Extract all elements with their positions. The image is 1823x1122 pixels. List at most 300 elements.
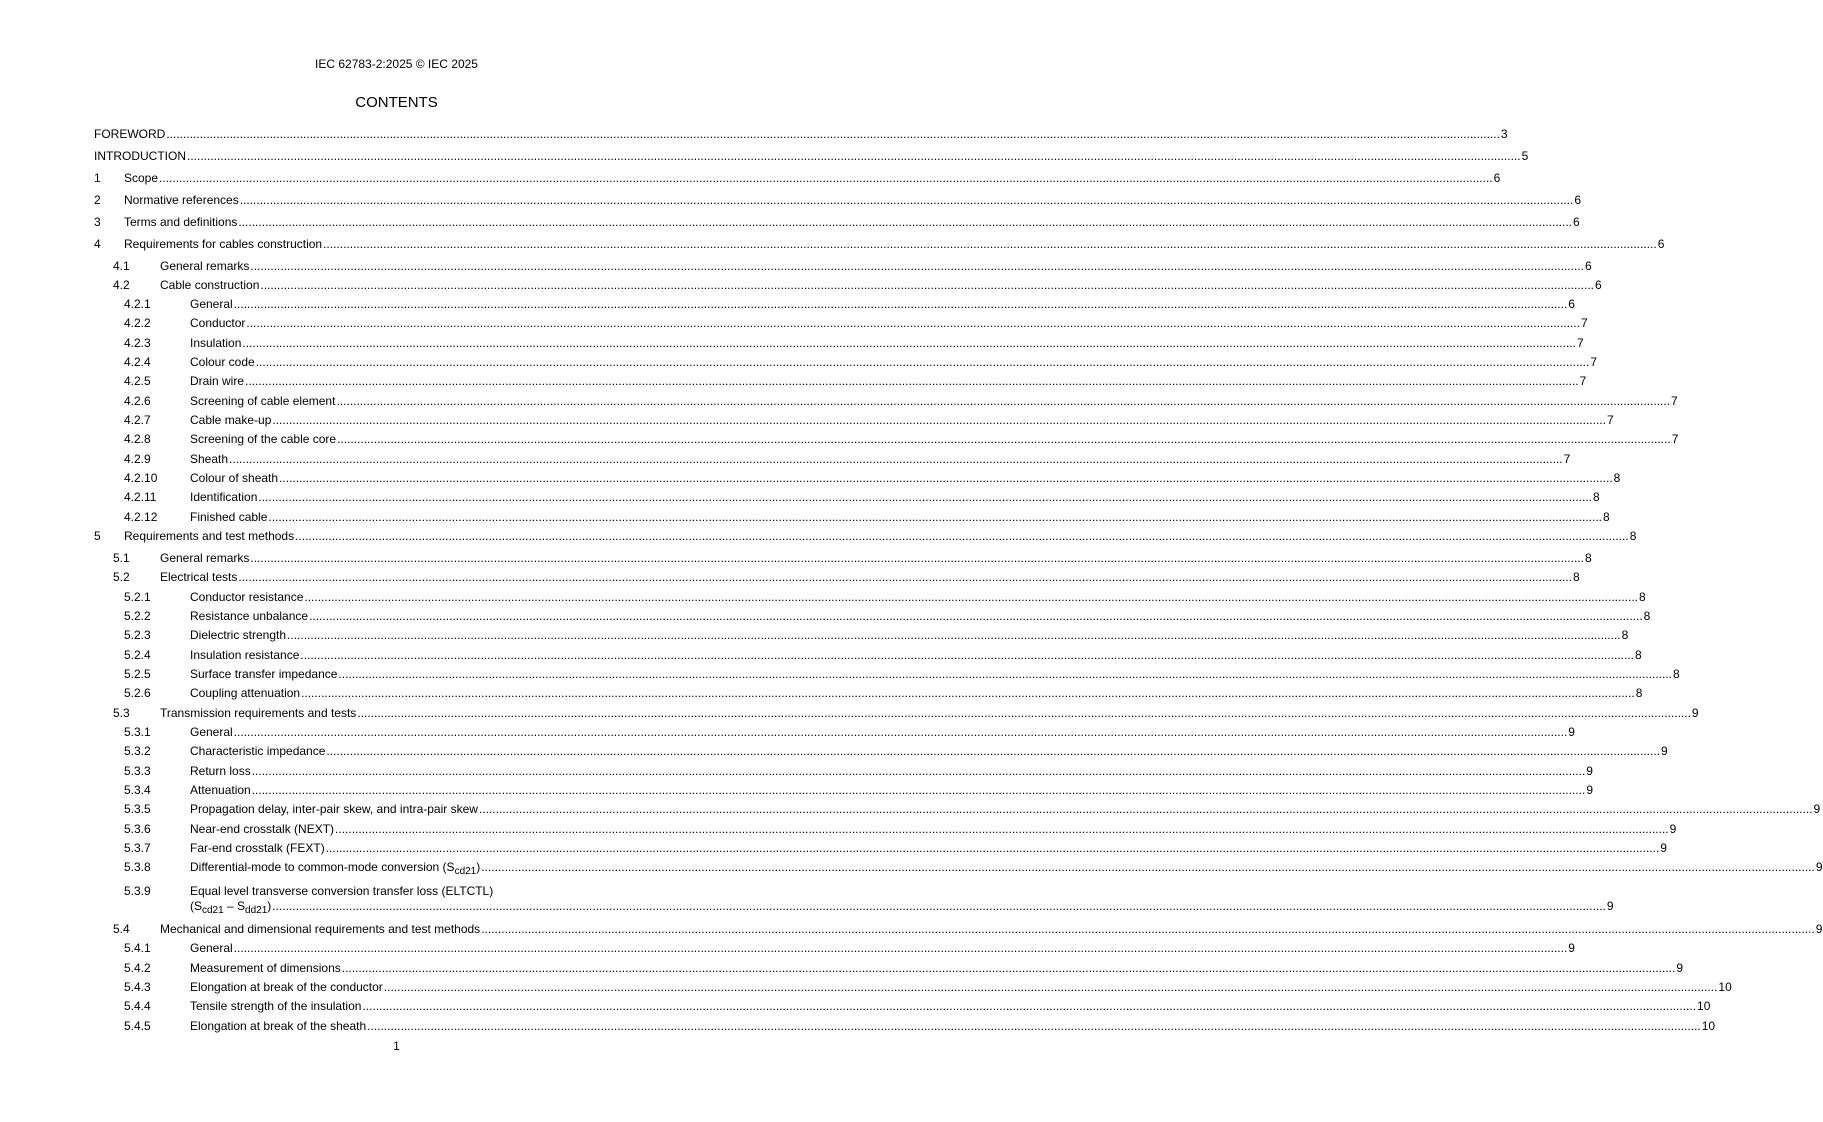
toc-entry-leader-line	[160, 551, 1592, 566]
toc-entry[interactable]	[0, 590, 1646, 605]
page-number: 1	[393, 1039, 400, 1053]
toc-entry-number: 4	[94, 237, 101, 251]
toc-entry-page: 6	[1568, 297, 1575, 311]
toc-entry[interactable]	[0, 490, 1600, 505]
toc-entry-page: 10	[1697, 999, 1711, 1013]
title-part: Screening of cable element	[190, 394, 336, 408]
toc-entry[interactable]	[0, 725, 1575, 740]
toc-entry-leader-line	[160, 278, 1602, 293]
toc-entry-number: 4.2.3	[124, 336, 151, 350]
dot-leader: ................................................................................................................................................................................................................................................................................................................................................................................................................	[279, 471, 1613, 485]
toc-entry-page: 6	[1657, 237, 1665, 251]
toc-entry-title	[190, 413, 271, 428]
toc-entry-title	[190, 374, 244, 389]
toc-entry[interactable]	[0, 922, 1823, 937]
toc-entry[interactable]	[0, 941, 1575, 956]
toc-entry[interactable]	[0, 529, 1637, 544]
dot-leader: ................................................................................................................................................................................................................................................................................................................................................................................................................	[260, 278, 1594, 292]
toc-entry[interactable]	[0, 667, 1680, 682]
toc-entry-leader-line	[190, 609, 1651, 624]
title-part: Colour of sheath	[190, 471, 279, 485]
toc-entry-title	[124, 171, 158, 186]
toc-entry-leader-line	[190, 297, 1575, 312]
toc-entry-title	[190, 667, 337, 682]
toc-entry-title	[190, 355, 255, 370]
dot-leader: ................................................................................................................................................................................................................................................................................................................................................................................................................	[187, 149, 1521, 163]
toc-entry[interactable]	[0, 510, 1610, 525]
title-part: General remarks	[160, 259, 250, 273]
toc-entry-title	[190, 628, 286, 643]
toc-entry-number: 4.2.4	[124, 355, 151, 369]
toc-entry-leader-line	[190, 355, 1597, 370]
toc-entry-title	[124, 237, 322, 252]
toc-entry-page: 3	[1500, 127, 1508, 141]
dot-leader: ................................................................................................................................................................................................................................................................................................................................................................................................................	[336, 394, 1671, 408]
title-part: Resistance unbalance	[190, 609, 309, 623]
dot-leader: ................................................................................................................................................................................................................................................................................................................................................................................................................	[233, 941, 1568, 955]
dot-leader: ................................................................................................................................................................................................................................................................................................................................................................................................................	[239, 193, 1574, 207]
toc-entry-title	[190, 822, 334, 837]
title-part: General	[190, 725, 233, 739]
toc-entry[interactable]	[0, 860, 1823, 877]
dot-leader: ................................................................................................................................................................................................................................................................................................................................................................................................................	[166, 127, 1500, 141]
toc-entry-page: 9	[1568, 725, 1575, 739]
toc-entry-page: 7	[1576, 336, 1584, 350]
title-part: Drain wire	[190, 374, 245, 388]
toc-entry[interactable]	[0, 316, 1588, 331]
dot-leader: ................................................................................................................................................................................................................................................................................................................................................................................................................	[251, 764, 1586, 778]
toc-entry-leader-line	[94, 127, 1508, 142]
toc-entry-number: 5.2.3	[124, 628, 151, 642]
toc-entry-leader-line	[190, 999, 1711, 1014]
toc-entry-leader-line	[94, 149, 1529, 164]
toc-entry-page: 8	[1621, 628, 1629, 642]
dot-leader: ................................................................................................................................................................................................................................................................................................................................................................................................................	[326, 744, 1660, 758]
title-part: Mechanical and dimensional requirements and test methods	[160, 922, 481, 936]
toc-entry[interactable]	[0, 802, 1821, 817]
toc-entry-title	[190, 725, 233, 740]
toc-entry[interactable]	[0, 278, 1602, 293]
toc-entry-page: 10	[1701, 1019, 1716, 1033]
toc-entry-leader-line	[190, 783, 1593, 798]
dot-leader: ................................................................................................................................................................................................................................................................................................................................................................................................................	[251, 783, 1586, 797]
dot-leader: ................................................................................................................................................................................................................................................................................................................................................................................................................	[272, 413, 1606, 427]
toc-entry-page: 8	[1602, 510, 1610, 524]
dot-leader: ................................................................................................................................................................................................................................................................................................................................................................................................................	[238, 215, 1572, 229]
toc-entry-leader-line	[160, 570, 1580, 585]
toc-entry-page: 9	[1813, 802, 1821, 816]
toc-entry-title	[160, 278, 259, 293]
title-part: Coupling attenuation	[190, 686, 301, 700]
title-part: Elongation at break of the conductor	[190, 980, 383, 994]
toc-entry-page: 9	[1676, 961, 1684, 975]
toc-entry-number: 5.3	[113, 706, 130, 720]
toc-entry-number: 5.4	[113, 922, 130, 936]
dot-leader: ................................................................................................................................................................................................................................................................................................................................................................................................................	[268, 510, 1602, 524]
toc-entry-number: 5.2	[113, 570, 130, 584]
toc-entry-number: 5.4.1	[124, 941, 151, 955]
dot-leader: ................................................................................................................................................................................................................................................................................................................................................................................................................	[478, 802, 1813, 816]
toc-entry-leader-line	[190, 490, 1600, 505]
toc-entry-number: 5.2.1	[124, 590, 151, 604]
toc-entry-page: 8	[1584, 551, 1592, 565]
title-part: Near-end crosstalk (NEXT)	[190, 822, 335, 836]
toc-entry-page: 8	[1635, 648, 1642, 662]
toc-entry[interactable]	[0, 980, 1732, 995]
toc-entry-title	[124, 193, 239, 208]
toc-entry[interactable]	[0, 783, 1593, 798]
dot-leader: ................................................................................................................................................................................................................................................................................................................................................................................................................	[295, 529, 1629, 543]
toc-entry-leader-line	[190, 471, 1621, 486]
toc-entry-title	[190, 999, 361, 1014]
toc-entry[interactable]	[0, 259, 1592, 274]
toc-entry-leader-line	[190, 899, 1614, 916]
toc-entry-title	[190, 1019, 366, 1034]
toc-entry-page: 7	[1671, 394, 1678, 408]
toc-entry-title	[160, 570, 237, 585]
toc-entry-title	[190, 590, 303, 605]
toc-entry-number: 5.4.3	[124, 980, 151, 994]
toc-entry-number: 5.2.5	[124, 667, 151, 681]
toc-entry-leader-line	[190, 744, 1668, 759]
toc-entry-number: 4.2.10	[124, 471, 158, 485]
dot-leader: ................................................................................................................................................................................................................................................................................................................................................................................................................	[287, 628, 1621, 642]
title-part: INTRODUCTION	[94, 149, 186, 163]
dot-leader: ................................................................................................................................................................................................................................................................................................................................................................................................................	[246, 316, 1580, 330]
subscript: dd21	[245, 905, 268, 916]
title-part: Measurement of dimensions	[190, 961, 341, 975]
title-part: Requirements for cables construction	[124, 237, 323, 251]
toc-entry-number: 4.1	[113, 259, 130, 273]
toc-entry[interactable]	[0, 628, 1629, 643]
toc-entry-number: 5.2.4	[124, 648, 151, 662]
toc-entry-title	[94, 149, 186, 164]
toc-entry-page: 7	[1671, 432, 1679, 446]
toc-entry-page: 8	[1592, 490, 1600, 504]
toc-entry[interactable]	[0, 471, 1621, 486]
toc-entry-number: 5.4.5	[124, 1019, 151, 1033]
toc-entry-leader-line	[190, 841, 1667, 856]
toc-entry[interactable]	[0, 822, 1677, 837]
dot-leader: ................................................................................................................................................................................................................................................................................................................................................................................................................	[242, 336, 1576, 350]
toc-entry-title	[160, 706, 356, 721]
dot-leader: ................................................................................................................................................................................................................................................................................................................................................................................................................	[159, 171, 1493, 185]
title-part: Requirements and test methods	[124, 529, 295, 543]
toc-entry-leader-line	[190, 628, 1629, 643]
toc-entry-page: 7	[1563, 452, 1571, 466]
toc-entry-page: 9	[1586, 783, 1593, 797]
toc-entry-title	[190, 336, 241, 351]
subscript: cd21	[202, 905, 224, 916]
toc-entry[interactable]	[0, 452, 1571, 467]
toc-entry-number: 5.3.8	[124, 860, 151, 874]
toc-entry[interactable]	[0, 999, 1711, 1014]
toc-entry[interactable]	[0, 237, 1665, 252]
dot-leader: ................................................................................................................................................................................................................................................................................................................................................................................................................	[272, 899, 1606, 913]
toc-entry-number: 2	[94, 193, 101, 207]
toc-entry-title	[124, 529, 294, 544]
toc-entry-title	[190, 471, 278, 486]
title-part: Electrical tests	[160, 570, 238, 584]
toc-entry-number: 4.2.7	[124, 413, 151, 427]
toc-entry[interactable]	[0, 570, 1580, 585]
toc-entry-number: 4.2.8	[124, 432, 151, 446]
toc-entry-number: 5.4.2	[124, 961, 151, 975]
title-part: Return loss	[190, 764, 251, 778]
toc-entry-number: 5.2.6	[124, 686, 151, 700]
dot-leader: ................................................................................................................................................................................................................................................................................................................................................................................................................	[250, 259, 1584, 273]
toc-entry-number: 4.2.2	[124, 316, 151, 330]
toc-entry-leader-line	[190, 725, 1575, 740]
dot-leader: ................................................................................................................................................................................................................................................................................................................................................................................................................	[323, 237, 1657, 251]
title-part: Differential-mode to common-mode conversion (S	[190, 860, 455, 874]
toc-entry-number: 4.2.1	[124, 297, 151, 311]
title-part: )	[476, 860, 481, 874]
toc-entry-number: 5.3.7	[124, 841, 151, 855]
dot-leader: ................................................................................................................................................................................................................................................................................................................................................................................................................	[338, 667, 1673, 681]
title-part: General	[190, 297, 233, 311]
toc-entry-number: 5.1	[113, 551, 130, 565]
toc-entry-leader-line	[190, 941, 1575, 956]
dot-leader: ................................................................................................................................................................................................................................................................................................................................................................................................................	[233, 725, 1568, 739]
toc-entry[interactable]	[0, 648, 1642, 663]
title-part: Surface transfer impedance	[190, 667, 338, 681]
title-part: General remarks	[160, 551, 250, 565]
toc-entry-page: 9	[1661, 744, 1668, 758]
toc-entry-leader-line	[190, 316, 1588, 331]
toc-entry-number: 5.4.4	[124, 999, 151, 1013]
title-part: Elongation at break of the sheath	[190, 1019, 367, 1033]
toc-entry-page: 9	[1568, 941, 1575, 955]
toc-entry-page: 8	[1572, 570, 1580, 584]
toc-entry-page: 6	[1572, 215, 1580, 229]
toc-entry-leader-line	[190, 336, 1584, 351]
dot-leader: ................................................................................................................................................................................................................................................................................................................................................................................................................	[362, 999, 1697, 1013]
toc-entry-title	[190, 899, 271, 914]
toc-entry-leader-line	[190, 394, 1678, 409]
toc-entry-page: 9	[1606, 899, 1614, 913]
toc-entry[interactable]	[0, 686, 1643, 701]
toc-entry-title	[190, 783, 251, 798]
dot-leader: ................................................................................................................................................................................................................................................................................................................................................................................................................	[245, 374, 1579, 388]
toc-entry-leader-line	[190, 452, 1571, 467]
title-part: Insulation resistance	[190, 648, 300, 662]
title-part: Transmission requirements and tests	[160, 706, 357, 720]
dot-leader: ................................................................................................................................................................................................................................................................................................................................................................................................................	[481, 860, 1815, 874]
toc-entry[interactable]	[0, 764, 1593, 779]
title-part: Identification	[190, 490, 258, 504]
toc-entry-leader-line	[190, 667, 1680, 682]
title-part: FOREWORD	[94, 127, 166, 141]
title-part: Characteristic impedance	[190, 744, 326, 758]
dot-leader: ................................................................................................................................................................................................................................................................................................................................................................................................................	[229, 452, 1563, 466]
dot-leader: ................................................................................................................................................................................................................................................................................................................................................................................................................	[255, 355, 1590, 369]
toc-entry-leader-line	[124, 237, 1665, 252]
toc-entry[interactable]	[0, 355, 1597, 370]
toc-entry-title	[190, 316, 245, 331]
toc-entry-leader-line	[190, 802, 1821, 817]
toc-entry[interactable]	[0, 706, 1699, 721]
toc-entry-number: 5.3.4	[124, 783, 151, 797]
toc-entry-leader-line	[190, 764, 1593, 779]
title-part: Finished cable	[190, 510, 268, 524]
toc-entry-title	[190, 648, 299, 663]
toc-entry-title	[190, 980, 383, 995]
toc-entry-number: 5.3.6	[124, 822, 151, 836]
toc-entry[interactable]	[0, 432, 1679, 447]
dot-leader: ................................................................................................................................................................................................................................................................................................................................................................................................................	[367, 1019, 1701, 1033]
subscript: cd21	[454, 866, 477, 877]
toc-entry-title	[190, 802, 478, 817]
title-part: Terms and definitions	[124, 215, 238, 229]
dot-leader: ................................................................................................................................................................................................................................................................................................................................................................................................................	[341, 961, 1676, 975]
title-part: Tensile strength of the insulation	[190, 999, 362, 1013]
toc-entry[interactable]	[0, 215, 1580, 230]
toc-entry[interactable]	[0, 374, 1587, 389]
toc-entry-number: 5.3.5	[124, 802, 151, 816]
dot-leader: ................................................................................................................................................................................................................................................................................................................................................................................................................	[337, 432, 1671, 446]
toc-entry-leader-line	[190, 432, 1679, 447]
title-part: Insulation	[190, 336, 242, 350]
toc-entry[interactable]	[0, 744, 1668, 759]
title-part: Conductor	[190, 316, 246, 330]
dot-leader: ................................................................................................................................................................................................................................................................................................................................................................................................................	[325, 841, 1660, 855]
toc-entry[interactable]	[0, 297, 1575, 312]
dot-leader: ................................................................................................................................................................................................................................................................................................................................................................................................................	[383, 980, 1718, 994]
toc-entry-leader-line	[190, 374, 1587, 389]
toc-entry[interactable]	[0, 884, 1614, 916]
title-part: )	[267, 899, 272, 913]
dot-leader: ................................................................................................................................................................................................................................................................................................................................................................................................................	[304, 590, 1638, 604]
dot-leader: ................................................................................................................................................................................................................................................................................................................................................................................................................	[309, 609, 1643, 623]
toc-entry-page: 8	[1613, 471, 1621, 485]
toc-entry-leader-line	[190, 822, 1677, 837]
title-part: (S	[190, 899, 202, 913]
toc-entry-number: 5.3.3	[124, 764, 151, 778]
toc-entry-number: 3	[94, 215, 101, 229]
toc-entry-number: 4.2.5	[124, 374, 151, 388]
toc-entry-leader-line	[190, 686, 1643, 701]
dot-leader: ................................................................................................................................................................................................................................................................................................................................................................................................................	[300, 648, 1634, 662]
toc-entry-number: 4.2.6	[124, 394, 151, 408]
title-part: Cable make-up	[190, 413, 272, 427]
title-part: Far-end crosstalk (FEXT)	[190, 841, 325, 855]
toc-entry[interactable]	[0, 336, 1584, 351]
title-part: Dielectric strength	[190, 628, 287, 642]
toc-entry-page: 8	[1638, 590, 1646, 604]
toc-entry-title	[190, 686, 300, 701]
toc-entry[interactable]	[0, 193, 1581, 208]
toc-entry[interactable]	[0, 961, 1684, 976]
toc-entry-page: 5	[1521, 149, 1529, 163]
toc-entry-number: 5.3.1	[124, 725, 151, 739]
toc-entry-page: 6	[1584, 259, 1592, 273]
toc-entry-page: 7	[1580, 316, 1588, 330]
toc-entry-leader-line	[160, 706, 1699, 721]
toc-entry[interactable]	[0, 171, 1501, 186]
toc-entry[interactable]	[0, 149, 1529, 164]
toc-entry-page: 9	[1815, 922, 1823, 936]
toc-entry-leader-line	[124, 193, 1581, 208]
title-part: Conductor resistance	[190, 590, 304, 604]
title-part: Scope	[124, 171, 159, 185]
toc-entry-title	[94, 127, 165, 142]
toc-entry-leader-line	[190, 860, 1823, 877]
dot-leader: ................................................................................................................................................................................................................................................................................................................................................................................................................	[238, 570, 1572, 584]
toc-entry-title: Equal level transverse conversion transfer loss (ELTCTL)	[190, 884, 494, 898]
toc-entry-leader-line	[190, 510, 1610, 525]
toc-entry-page: 9	[1669, 822, 1677, 836]
toc-entry[interactable]	[0, 841, 1667, 856]
title-part: Colour code	[190, 355, 255, 369]
toc-entry[interactable]	[0, 127, 1508, 142]
dot-leader: ................................................................................................................................................................................................................................................................................................................................................................................................................	[250, 551, 1584, 565]
toc-entry-title	[124, 215, 237, 230]
dot-leader: ................................................................................................................................................................................................................................................................................................................................................................................................................	[357, 706, 1691, 720]
toc-entry-title	[190, 609, 308, 624]
toc-entry[interactable]	[0, 394, 1678, 409]
toc-entry-number: 5	[94, 529, 101, 543]
toc-entry-page: 9	[1660, 841, 1667, 855]
title-part: – S	[223, 899, 246, 913]
toc-entry-page: 8	[1673, 667, 1680, 681]
toc-entry[interactable]	[0, 413, 1614, 428]
toc-entry-title	[190, 452, 228, 467]
page-header: IEC 62783-2:2025 © IEC 2025	[315, 57, 478, 71]
toc-entry-title	[160, 922, 480, 937]
dot-leader: ................................................................................................................................................................................................................................................................................................................................................................................................................	[258, 490, 1592, 504]
toc-entry-page: 8	[1643, 609, 1651, 623]
toc-entry-page: 6	[1574, 193, 1581, 207]
toc-entry-leader-line	[124, 529, 1637, 544]
toc-entry[interactable]	[0, 609, 1651, 624]
toc-entry-number: 5.3.9	[124, 884, 151, 898]
title-part: Attenuation	[190, 783, 251, 797]
toc-entry-title	[190, 297, 233, 312]
toc-entry-number: 1	[94, 171, 101, 185]
title-part: Propagation delay, inter-pair skew, and intra-pair skew	[190, 802, 478, 816]
toc-entry-title	[190, 941, 233, 956]
toc-entry-page: 8	[1635, 686, 1643, 700]
toc-entry-leader-line	[124, 215, 1580, 230]
toc-entry[interactable]	[0, 1019, 1716, 1034]
toc-entry-page: 7	[1606, 413, 1614, 427]
dot-leader: ................................................................................................................................................................................................................................................................................................................................................................................................................	[481, 922, 1815, 936]
toc-entry-number: 4.2.11	[124, 490, 157, 504]
dot-leader: ................................................................................................................................................................................................................................................................................................................................................................................................................	[301, 686, 1635, 700]
toc-entry-page: 8	[1629, 529, 1637, 543]
toc-entry-title	[190, 510, 267, 525]
toc-entry-title	[190, 961, 341, 976]
toc-entry-page: 10	[1718, 980, 1732, 994]
toc-entry-title	[190, 432, 336, 447]
title-part: Sheath	[190, 452, 229, 466]
toc-entry-page: 9	[1586, 764, 1593, 778]
toc-entry-page: 6	[1493, 171, 1501, 185]
toc-entry-title	[190, 841, 325, 856]
toc-entry[interactable]	[0, 551, 1592, 566]
dot-leader: ................................................................................................................................................................................................................................................................................................................................................................................................................	[233, 297, 1568, 311]
toc-entry-leader-line	[190, 648, 1642, 663]
toc-entry-leader-line	[190, 590, 1646, 605]
toc-entry-title	[160, 551, 249, 566]
toc-entry-title	[190, 490, 257, 505]
toc-entry-leader-line	[190, 961, 1684, 976]
toc-entry-page: 7	[1590, 355, 1597, 369]
toc-entry-title	[190, 394, 335, 409]
title-part: General	[190, 941, 233, 955]
toc-entry-title	[190, 764, 251, 779]
